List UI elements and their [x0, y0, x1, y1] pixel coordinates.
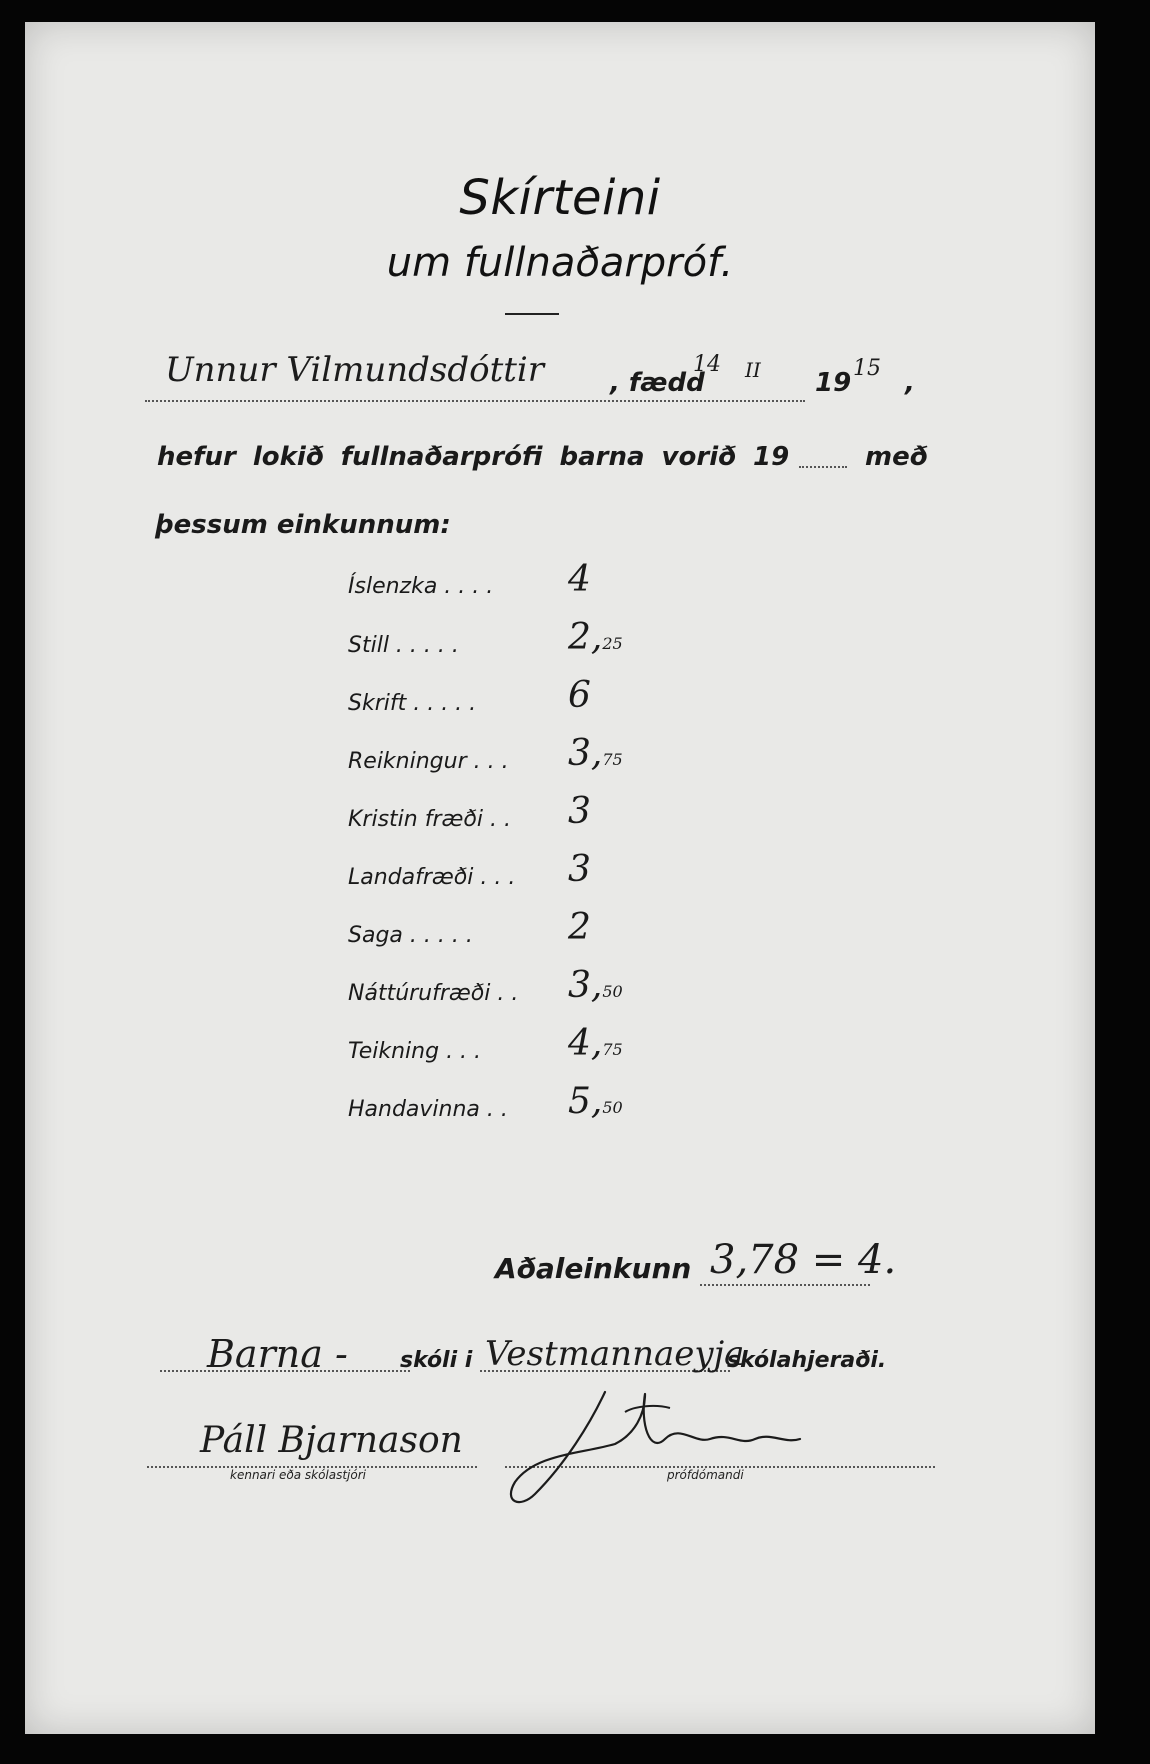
certificate-page — [25, 22, 1095, 1734]
school-type-handwritten: Barna - — [207, 1332, 348, 1376]
subject-grade: 2 — [568, 907, 591, 948]
born-label: , fædd — [610, 368, 705, 398]
subject-grade: 3 — [568, 791, 591, 832]
examiner-signature — [495, 1384, 805, 1514]
subject-name: Náttúrufræði . . — [348, 981, 519, 1006]
subject-grade: 3 — [568, 849, 591, 890]
sentence-part-1: hefur lokið fullnaðarprófi barna vorið 19 — [157, 442, 790, 472]
born-month: II — [745, 358, 761, 382]
subject-name: Saga . . . . . — [348, 923, 473, 948]
subject-name: Reikningur . . . — [348, 749, 509, 774]
subject-name: Still . . . . . — [348, 633, 459, 658]
teacher-signature: Páll Bjarnason — [200, 1420, 463, 1461]
born-day: 14 — [693, 352, 721, 377]
subject-grade: 2,25 — [568, 617, 623, 658]
student-name: Unnur Vilmundsdóttir — [165, 350, 545, 390]
subject-name: Handavinna . . — [348, 1097, 508, 1122]
subject-grade: 4 — [568, 559, 591, 600]
year-blank-dots — [799, 466, 847, 468]
name-line-comma: , — [905, 368, 915, 398]
subject-grade: 3,50 — [568, 965, 623, 1006]
title-divider — [505, 313, 559, 315]
subject-grade: 3,75 — [568, 733, 623, 774]
examiner-label: prófdómandi — [667, 1468, 744, 1482]
subject-name: Landafræði . . . — [348, 865, 516, 890]
sentence-part-2: með — [865, 442, 928, 472]
document-subtitle: um fullnaðarpróf. — [386, 240, 734, 286]
name-line-dots — [145, 400, 805, 402]
document-title: Skírteini — [459, 170, 661, 226]
school-text-mid: skóli i — [400, 1348, 473, 1373]
subject-name: Íslenzka . . . . — [348, 574, 494, 599]
overall-grade-value: 3,78 = 4. — [710, 1237, 897, 1283]
sentence-part-3: þessum einkunnum: — [155, 510, 451, 540]
subject-grade: 5,50 — [568, 1081, 623, 1122]
school-district-handwritten: Vestmannaeyja — [485, 1334, 745, 1374]
born-year-suffix: 15 — [853, 356, 881, 381]
overall-grade-dots — [700, 1284, 870, 1286]
overall-grade-label: Aðaleinkunn — [495, 1252, 692, 1285]
subject-grade: 6 — [568, 675, 591, 716]
subject-name: Kristin fræði . . — [348, 807, 511, 832]
subject-name: Skrift . . . . . — [348, 691, 477, 716]
subject-name: Teikning . . . — [348, 1039, 482, 1064]
teacher-label: kennari eða skólastjóri — [230, 1468, 367, 1482]
born-year-prefix: 19 — [815, 368, 852, 398]
subject-grade: 4,75 — [568, 1023, 623, 1064]
school-text-end: skólahjeraði. — [727, 1348, 887, 1373]
